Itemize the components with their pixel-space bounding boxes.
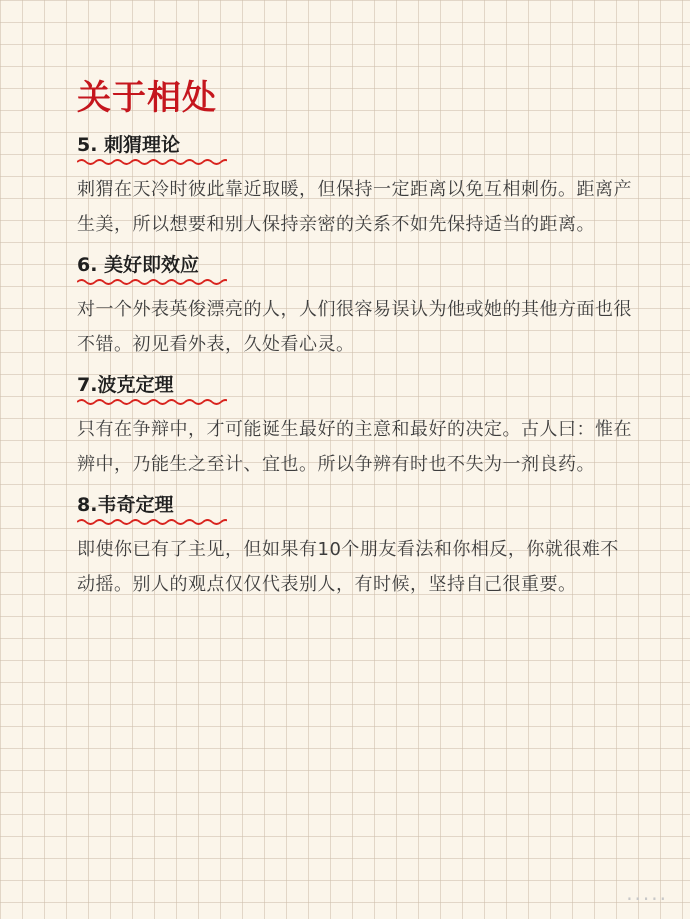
section-burke-theorem <box>77 370 637 482</box>
section-hedgehog-theory <box>77 132 637 242</box>
section-heading-text: 8.韦奇定理 <box>77 494 174 516</box>
section-halo-effect <box>77 250 637 362</box>
section-heading <box>77 372 173 406</box>
section-body: 即使你已有了主见，但如果有10个朋友看法和你相反，你就很难不动摇。别人的观点仅仅代表别人，有时候，坚持自己很重要。 <box>77 539 619 595</box>
watermark: ····· <box>626 887 668 911</box>
section-heading-text: 7.波克定理 <box>77 374 174 396</box>
section-body: 刺猬在天冷时彼此靠近取暖，但保持一定距离以免互相刺伤。距离产生美，所以想要和别人保持亲密的关系不如先保持适当的距离。 <box>77 179 632 235</box>
wavy-underline <box>77 518 227 526</box>
section-heading-text: 5. 刺猬理论 <box>77 134 181 156</box>
section-heading <box>77 492 173 526</box>
section-body: 对一个外表英俊漂亮的人，人们很容易误认为他或她的其他方面也很不错。初见看外表，久处看心灵。 <box>77 299 632 355</box>
section-wedge-theorem <box>77 490 637 602</box>
page-title: 关于相处 <box>77 78 217 118</box>
wavy-underline <box>77 158 227 166</box>
section-heading <box>77 132 180 166</box>
wavy-underline <box>77 278 227 286</box>
section-heading-text: 6. 美好即效应 <box>77 254 200 276</box>
section-body: 只有在争辩中，才可能诞生最好的主意和最好的决定。古人曰：惟在辨中，乃能生之至计、宜也。所以争辨有时也不失为一剂良药。 <box>77 419 632 475</box>
section-heading <box>77 252 199 286</box>
article <box>77 74 637 610</box>
wavy-underline <box>77 398 227 406</box>
